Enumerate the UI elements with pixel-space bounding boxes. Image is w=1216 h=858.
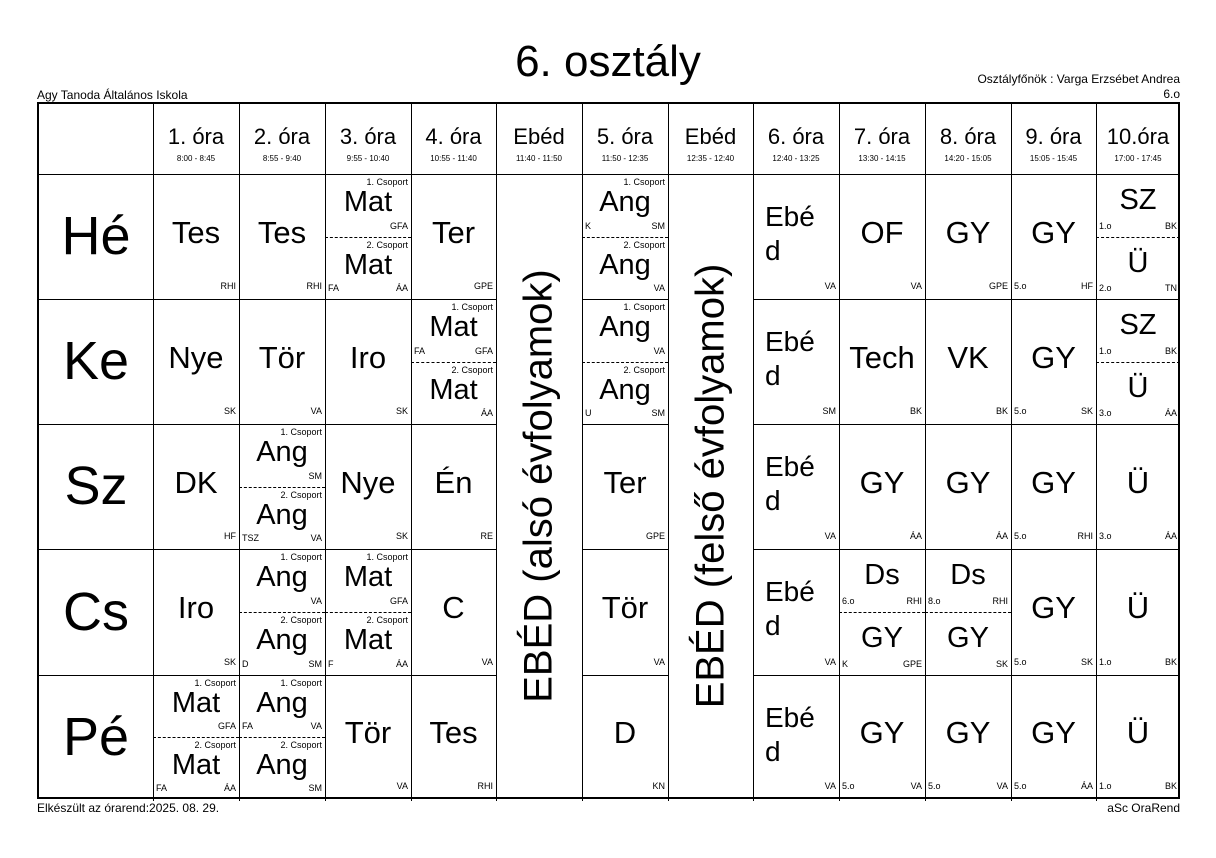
teacher-code: ÁA — [1164, 408, 1177, 418]
subject-name: Tör — [258, 339, 306, 375]
group-label: 1. Csoport — [366, 177, 408, 187]
subject-name: Mat — [171, 749, 221, 781]
lunch-short-label — [765, 575, 825, 643]
period-label: 10.óra — [1106, 124, 1170, 149]
teacher-code: VA — [910, 781, 922, 791]
period-header — [668, 104, 753, 163]
lesson-cell — [582, 424, 668, 549]
subject-name: Mat — [343, 561, 393, 593]
subject-name: D — [613, 715, 637, 750]
group-label: 2. Csoport — [366, 239, 408, 250]
room-code: 3.o — [1099, 531, 1112, 541]
lesson-cell — [839, 174, 925, 299]
lesson-cell — [753, 549, 839, 675]
lesson-cell — [325, 299, 411, 424]
room-code: 5.o — [1014, 406, 1027, 416]
teacher-code: ÁA — [395, 283, 408, 293]
subject-name: GY — [1031, 339, 1076, 375]
subject-name: GY — [859, 715, 905, 750]
lesson-cell — [839, 299, 925, 424]
subject-name: C — [442, 590, 465, 625]
lesson-cell — [153, 424, 239, 549]
room-code: K — [585, 220, 592, 231]
group-label: 1. Csoport — [280, 552, 322, 562]
group-label: 2. Csoport — [280, 489, 322, 500]
group-label: 2. Csoport — [280, 740, 322, 750]
teacher-code: SK — [995, 659, 1008, 669]
period-label: 7. óra — [853, 124, 911, 149]
room-code: 5.o — [842, 781, 855, 791]
subject-name: Tör — [601, 590, 649, 625]
room-code: 2.o — [1099, 283, 1112, 293]
day-label: Ke — [62, 331, 130, 391]
teacher-code: HF — [224, 531, 236, 541]
room-code: 5.o — [1014, 781, 1027, 791]
teacher-code: ÁA — [480, 408, 493, 418]
subject-name: GY — [1031, 590, 1076, 625]
subject-name: Mat — [343, 624, 393, 656]
subject-name: GY — [947, 622, 989, 654]
subject-name: GY — [1031, 464, 1076, 500]
subject-name: Ang — [599, 311, 651, 343]
subject-name: Nye — [168, 339, 224, 375]
group-label: 1. Csoport — [280, 678, 322, 688]
teacher-code: VA — [824, 781, 836, 791]
subject-name: GY — [945, 464, 991, 500]
period-header — [753, 104, 839, 163]
room-code: 1.o — [1099, 781, 1112, 791]
teacher-code: VA — [996, 781, 1008, 791]
lesson-cell — [1011, 424, 1096, 549]
teacher-code: VA — [310, 406, 322, 416]
teacher-code: VA — [310, 721, 322, 731]
subject-name: Ü — [1127, 371, 1149, 404]
group-divider — [839, 612, 925, 613]
period-time: 11:40 - 11:50 — [516, 154, 562, 163]
lesson-cell — [925, 675, 1011, 799]
subject-name: Ang — [256, 624, 308, 656]
teacher-code: VA — [310, 596, 322, 606]
lesson-cell — [411, 424, 496, 549]
subject-name: Mat — [429, 311, 478, 343]
head-teacher: Osztályfőnök : Varga Erzsébet Andrea — [977, 72, 1180, 86]
period-label: 1. óra — [167, 124, 225, 149]
room-code: F — [328, 659, 334, 669]
subject-name: Tör — [344, 715, 392, 750]
lunch-short-line: d — [765, 736, 781, 767]
teacher-code: KN — [652, 781, 665, 791]
period-label: 2. óra — [253, 124, 311, 149]
period-label: Ebéd — [513, 124, 565, 149]
teacher-code: ÁA — [223, 783, 236, 793]
subject-name: Nye — [340, 464, 396, 500]
teacher-code: RHI — [1077, 531, 1093, 541]
period-time: 13:30 - 14:15 — [858, 154, 906, 163]
teacher-code: SK — [1080, 657, 1093, 667]
room-code: 5.o — [928, 781, 941, 791]
teacher-code: VA — [481, 657, 493, 667]
teacher-code: RHI — [306, 281, 322, 291]
teacher-code: GPE — [645, 531, 665, 541]
subject-name: Ü — [1127, 246, 1149, 279]
room-code: 1.o — [1099, 657, 1112, 667]
subject-name: Ü — [1126, 715, 1150, 750]
school-name: Agy Tanoda Általános Iskola — [37, 88, 188, 102]
subject-name: Mat — [343, 248, 393, 281]
subject-name: DK — [174, 464, 218, 500]
teacher-code: SM — [651, 220, 665, 231]
lunch-short-line: d — [765, 360, 781, 391]
teacher-code: SK — [395, 531, 408, 541]
subject-name: Ang — [599, 248, 651, 281]
teacher-code: RHI — [992, 596, 1008, 606]
teacher-code: VA — [910, 281, 922, 291]
lesson-cell — [925, 424, 1011, 549]
lunch-short-label — [765, 701, 825, 769]
teacher-code: ÁA — [1164, 531, 1177, 541]
lesson-cell — [839, 424, 925, 549]
period-header — [325, 104, 411, 163]
lesson-cell — [239, 675, 325, 799]
teacher-code: SM — [308, 783, 322, 793]
room-code: K — [842, 659, 849, 669]
period-time: 11:50 - 12:35 — [601, 154, 649, 163]
period-label: 3. óra — [339, 124, 397, 149]
period-label: 5. óra — [596, 124, 654, 149]
lunch-short-line: Ebé — [765, 451, 815, 482]
teacher-code: GPE — [988, 281, 1008, 291]
room-code: 8.o — [928, 596, 941, 606]
class-code: 6.o — [1163, 87, 1180, 101]
room-code: 1.o — [1099, 345, 1112, 356]
lesson-cell — [1096, 424, 1180, 549]
lesson-cell — [325, 549, 411, 675]
teacher-code: VA — [396, 781, 408, 791]
teacher-code: GFA — [474, 345, 493, 356]
teacher-code: ÁA — [995, 531, 1008, 541]
group-label: 1. Csoport — [194, 678, 236, 688]
lesson-cell — [411, 549, 496, 675]
period-label: 4. óra — [425, 124, 482, 149]
group-label: 2. Csoport — [280, 615, 322, 625]
teacher-code: VA — [310, 533, 322, 543]
timetable-grid — [37, 102, 1180, 799]
lesson-cell — [753, 174, 839, 299]
teacher-code: ÁA — [395, 659, 408, 669]
group-divider — [1096, 237, 1180, 238]
lunch-short-line: d — [765, 235, 781, 266]
group-label: 1. Csoport — [366, 552, 408, 562]
subject-name: Ang — [256, 436, 308, 468]
lunch-short-label — [765, 325, 825, 393]
subject-name: Ang — [599, 186, 651, 218]
lunch-band-lower — [496, 174, 581, 797]
period-time: 15:05 - 15:45 — [1029, 154, 1078, 163]
subject-name: Én — [434, 464, 473, 500]
lesson-cell — [239, 549, 325, 675]
subject-name: Iro — [177, 590, 215, 625]
subject-name: Ds — [864, 559, 900, 591]
lesson-cell — [239, 424, 325, 549]
period-header — [153, 104, 239, 163]
period-time: 8:55 - 9:40 — [262, 154, 302, 163]
lesson-cell — [1096, 174, 1180, 299]
group-divider — [325, 237, 411, 238]
period-time: 9:55 - 10:40 — [346, 154, 390, 163]
lesson-cell — [925, 174, 1011, 299]
day-label: Sz — [64, 456, 128, 516]
teacher-code: RHI — [220, 281, 236, 291]
page-title: 6. osztály — [515, 37, 701, 86]
teacher-code: GFA — [217, 721, 236, 731]
lesson-cell — [1011, 549, 1096, 675]
subject-name: GY — [1031, 214, 1076, 250]
lesson-cell — [753, 299, 839, 424]
subject-name: Tes — [171, 214, 221, 250]
teacher-code: SM — [651, 408, 665, 418]
group-divider — [925, 612, 1011, 613]
teacher-code: VA — [653, 657, 665, 667]
teacher-code: TN — [1165, 283, 1177, 293]
group-divider — [582, 362, 668, 363]
lesson-cell — [582, 549, 668, 675]
lunch-band-text: EBÉD (felső évfolyamok) — [688, 263, 732, 708]
teacher-code: BK — [995, 406, 1008, 416]
period-header — [582, 104, 668, 163]
room-code: U — [585, 408, 592, 418]
room-code: FA — [328, 283, 340, 293]
group-label: 2. Csoport — [451, 364, 493, 375]
group-divider — [153, 737, 239, 738]
lesson-cell — [925, 299, 1011, 424]
teacher-code: SK — [395, 406, 408, 416]
lesson-cell — [582, 299, 668, 424]
subject-name: GY — [945, 715, 991, 750]
lesson-cell — [1096, 675, 1180, 799]
lesson-cell — [1011, 299, 1096, 424]
teacher-code: GPE — [473, 281, 493, 291]
group-label: 2. Csoport — [623, 239, 665, 250]
day-label: Cs — [63, 582, 129, 642]
lesson-cell — [582, 675, 668, 799]
lesson-cell — [239, 299, 325, 424]
period-time: 12:40 - 13:25 — [772, 154, 820, 163]
teacher-code: VA — [653, 345, 665, 356]
period-label: 9. óra — [1025, 124, 1082, 149]
subject-name: Tes — [429, 715, 478, 750]
software-name: aSc OraRend — [1107, 801, 1180, 815]
teacher-code: ÁA — [909, 531, 922, 541]
teacher-code: SK — [1080, 406, 1093, 416]
subject-name: Tech — [849, 339, 915, 375]
period-header — [925, 104, 1011, 163]
subject-name: Mat — [343, 186, 393, 218]
subject-name: Ang — [599, 373, 651, 406]
lesson-cell — [1011, 675, 1096, 799]
lunch-short-label — [765, 450, 825, 518]
teacher-code: BK — [909, 406, 922, 416]
lesson-cell — [1096, 299, 1180, 424]
subject-name: Tes — [257, 214, 307, 250]
room-code: FA — [242, 721, 254, 731]
room-code: 1.o — [1099, 220, 1112, 231]
teacher-code: VA — [824, 657, 836, 667]
subject-name: Ter — [431, 214, 476, 250]
subject-name: Ter — [603, 464, 647, 500]
group-label: 1. Csoport — [451, 302, 493, 312]
lesson-cell — [1011, 174, 1096, 299]
group-label: 1. Csoport — [623, 302, 665, 312]
subject-name: Ds — [950, 559, 986, 591]
period-time: 12:35 - 12:40 — [686, 154, 735, 163]
teacher-code: SM — [822, 406, 836, 416]
period-header — [1096, 104, 1180, 163]
teacher-code: BK — [1164, 781, 1177, 791]
teacher-code: VA — [653, 283, 665, 293]
teacher-code: GPE — [902, 659, 922, 669]
teacher-code: VA — [824, 281, 836, 291]
lunch-short-line: d — [765, 610, 781, 641]
period-label: 8. óra — [939, 124, 997, 149]
group-divider — [239, 737, 325, 738]
lesson-cell — [839, 549, 925, 675]
period-time: 8:00 - 8:45 — [176, 154, 216, 163]
group-label: 1. Csoport — [623, 177, 665, 187]
lesson-cell — [325, 675, 411, 799]
subject-name: SZ — [1119, 184, 1157, 216]
room-code: 5.o — [1014, 657, 1027, 667]
teacher-code: SM — [308, 659, 322, 669]
lesson-cell — [839, 675, 925, 799]
group-divider — [1096, 362, 1180, 363]
group-divider — [239, 487, 325, 488]
teacher-code: BK — [1164, 657, 1177, 667]
room-code: D — [242, 659, 249, 669]
teacher-code: ÁA — [1080, 781, 1093, 791]
subject-name: VK — [947, 339, 989, 375]
subject-name: OF — [860, 214, 904, 250]
group-label: 1. Csoport — [280, 427, 322, 437]
period-label: Ebéd — [684, 124, 737, 149]
lesson-cell — [582, 174, 668, 299]
day-label: Hé — [61, 206, 131, 266]
head-teacher-info — [977, 72, 1180, 102]
teacher-code: SK — [223, 406, 236, 416]
lunch-short-line: Ebé — [765, 702, 815, 733]
teacher-code: SM — [308, 470, 322, 481]
period-header — [1011, 104, 1096, 163]
subject-name: SZ — [1119, 309, 1157, 341]
room-code: TSZ — [242, 533, 259, 543]
lesson-cell — [325, 424, 411, 549]
teacher-code: GFA — [389, 220, 408, 231]
teacher-code: RHI — [906, 596, 922, 606]
group-divider — [411, 362, 496, 363]
teacher-code: RE — [480, 531, 493, 541]
lesson-cell — [153, 174, 239, 299]
room-code: FA — [414, 345, 426, 356]
period-time: 17:00 - 17:45 — [1114, 154, 1162, 163]
group-divider — [239, 612, 325, 613]
period-header — [411, 104, 496, 163]
lunch-short-line: Ebé — [765, 326, 815, 357]
group-divider — [582, 237, 668, 238]
subject-name: Mat — [171, 687, 221, 719]
subject-name: Mat — [429, 373, 478, 406]
subject-name: Iro — [349, 339, 387, 375]
period-label: 6. óra — [767, 124, 825, 149]
subject-name: Ang — [256, 687, 308, 719]
group-label: 2. Csoport — [194, 740, 236, 750]
subject-name: GY — [945, 214, 991, 250]
room-code: 5.o — [1014, 281, 1027, 291]
room-code: FA — [156, 783, 168, 793]
lunch-band-upper — [668, 174, 753, 797]
lesson-cell — [753, 424, 839, 549]
period-header — [496, 104, 582, 163]
group-label: 2. Csoport — [366, 615, 408, 625]
lesson-cell — [411, 675, 496, 799]
lesson-cell — [411, 174, 496, 299]
room-code: 6.o — [842, 596, 855, 606]
subject-name: GY — [859, 464, 905, 500]
teacher-code: RHI — [477, 781, 493, 791]
subject-name: GY — [1031, 715, 1076, 750]
day-label: Pé — [62, 707, 130, 767]
lesson-cell — [753, 675, 839, 799]
lesson-cell — [1096, 549, 1180, 675]
lesson-cell — [239, 174, 325, 299]
lesson-cell — [411, 299, 496, 424]
subject-name: Ang — [256, 498, 308, 531]
teacher-code: BK — [1164, 345, 1177, 356]
room-code: 3.o — [1099, 408, 1112, 418]
period-time: 14:20 - 15:05 — [944, 154, 992, 163]
teacher-code: HF — [1081, 281, 1093, 291]
lesson-cell — [153, 549, 239, 675]
lunch-short-line: Ebé — [765, 576, 815, 607]
period-time: 10:55 - 11:40 — [430, 154, 477, 163]
lesson-cell — [325, 174, 411, 299]
subject-name: Ü — [1126, 464, 1150, 500]
subject-name: Ang — [256, 561, 308, 593]
lunch-short-line: Ebé — [765, 201, 815, 232]
teacher-code: VA — [824, 531, 836, 541]
subject-name: Ü — [1126, 590, 1150, 625]
generated-date: Elkészült az órarend:2025. 08. 29. — [37, 801, 220, 815]
lesson-cell — [153, 675, 239, 799]
group-divider — [325, 612, 411, 613]
lunch-band-text: EBÉD (alsó évfolyamok) — [516, 268, 560, 703]
period-header — [239, 104, 325, 163]
lesson-cell — [153, 299, 239, 424]
teacher-code: GFA — [389, 596, 408, 606]
subject-name: Ang — [256, 749, 308, 781]
lesson-cell — [925, 549, 1011, 675]
group-label: 2. Csoport — [623, 364, 665, 375]
period-header — [839, 104, 925, 163]
teacher-code: BK — [1164, 220, 1177, 231]
lunch-short-line: d — [765, 485, 781, 516]
lunch-short-label — [765, 200, 825, 268]
subject-name: GY — [861, 622, 903, 654]
teacher-code: SK — [223, 657, 236, 667]
room-code: 5.o — [1014, 531, 1027, 541]
